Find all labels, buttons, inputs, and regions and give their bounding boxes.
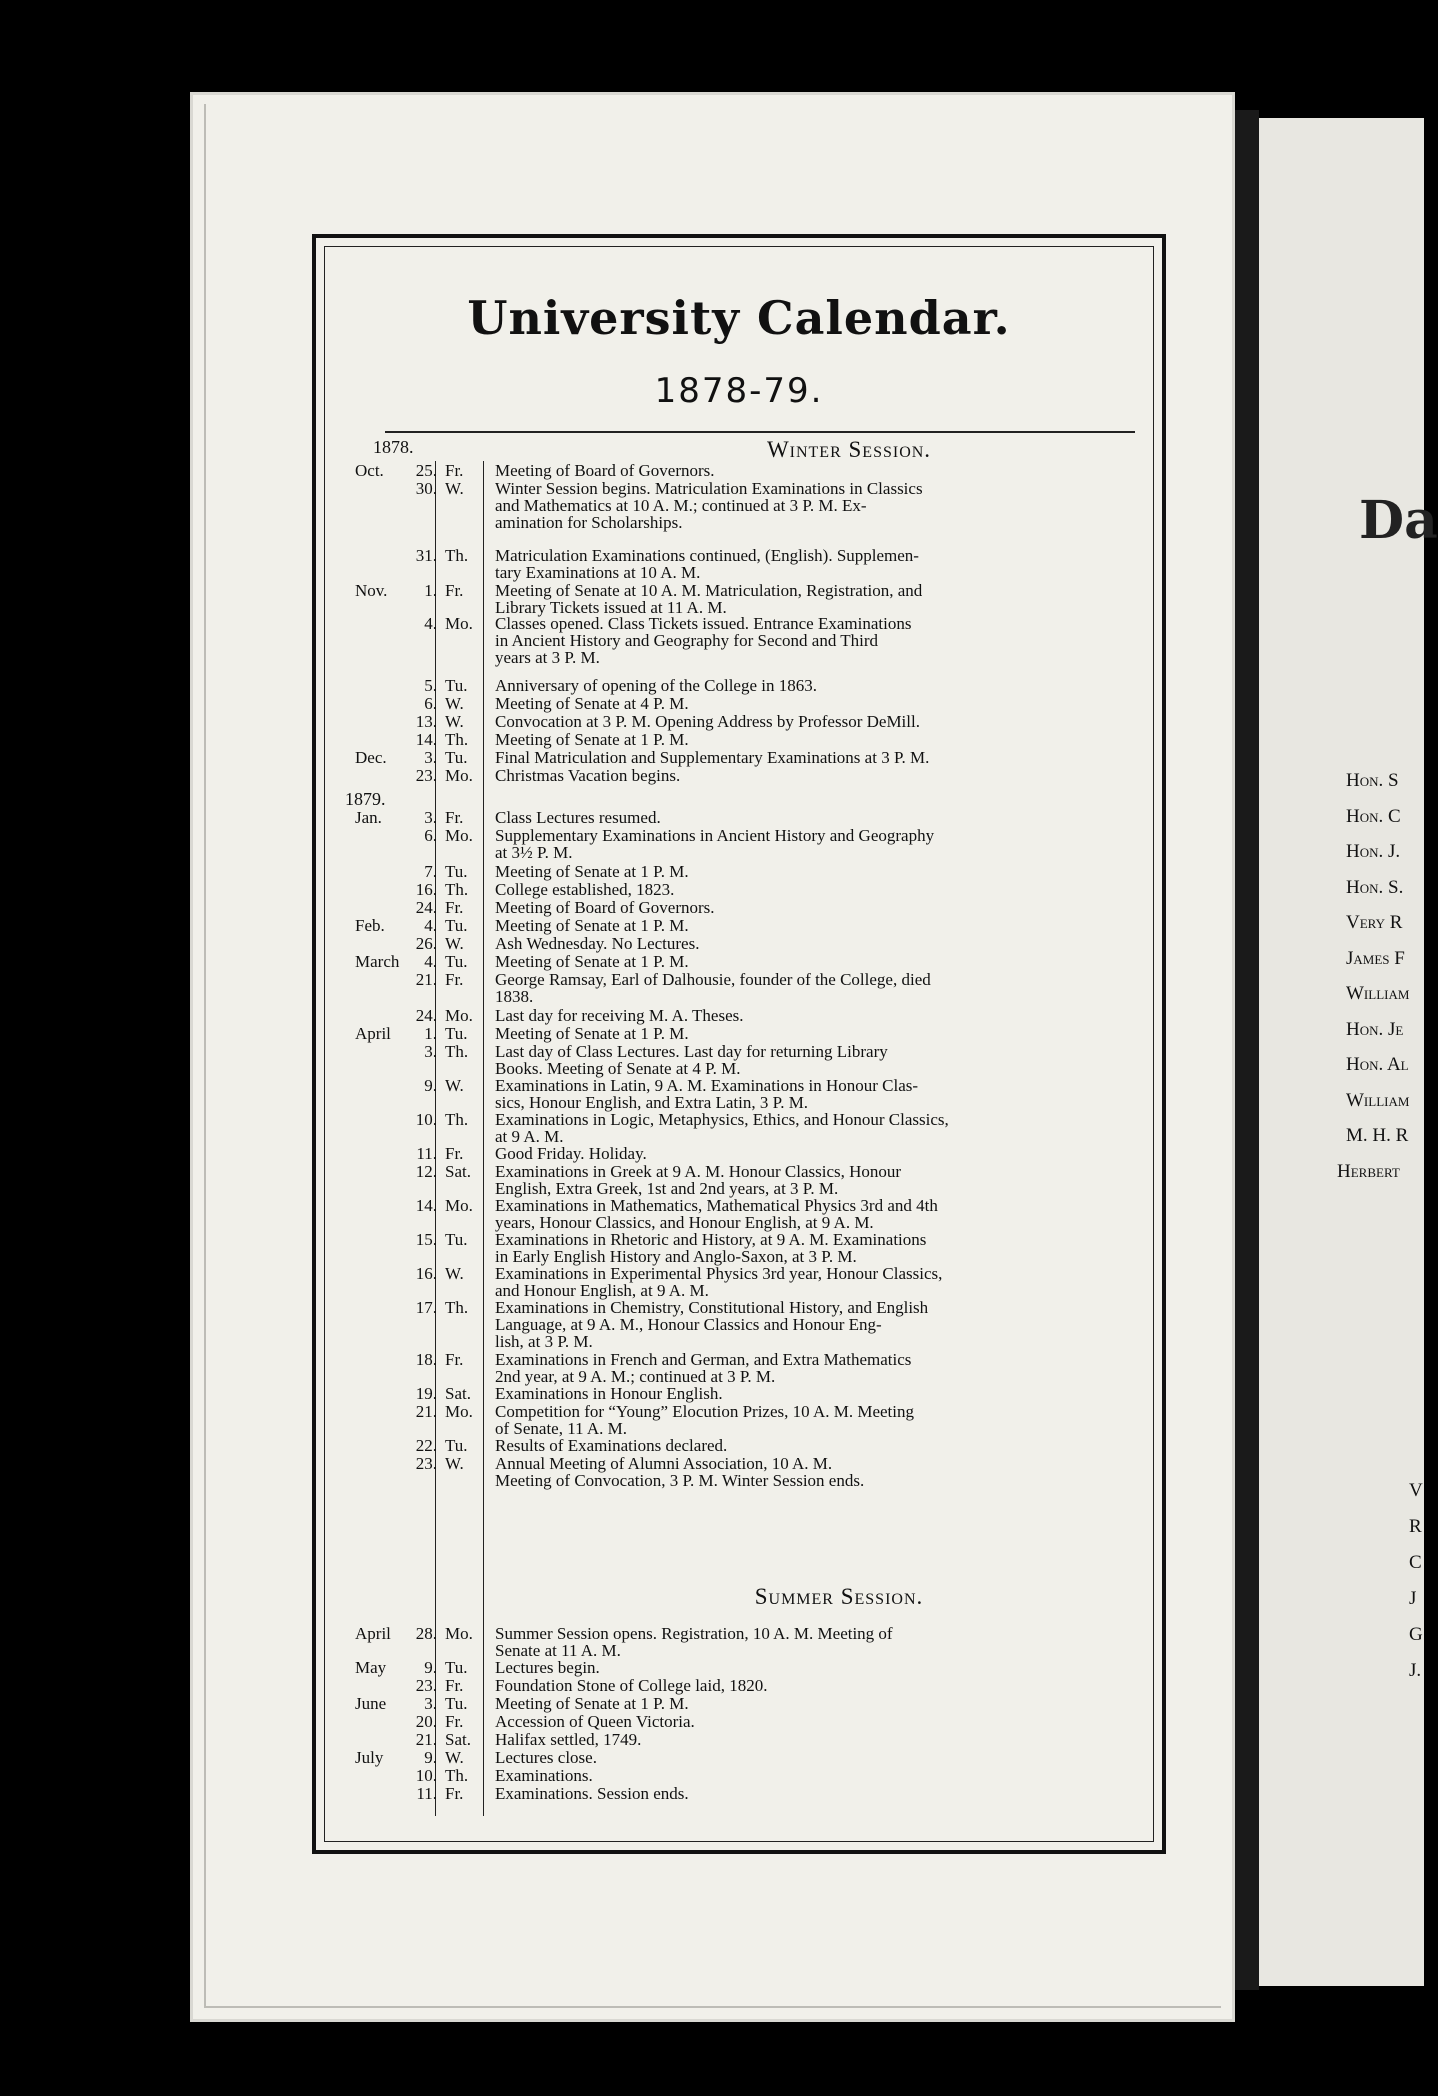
entry-text: Meeting of Senate at 1 P. M.: [495, 1024, 689, 1043]
entry-weekday: Tu.: [445, 1024, 468, 1043]
entry-weekday: Tu.: [445, 676, 468, 695]
entry-weekday: Fr.: [445, 1676, 464, 1695]
entry-day: 4.: [424, 952, 437, 971]
entry-weekday: Mo.: [445, 1402, 473, 1421]
entry-text: Last day for receiving M. A. Theses.: [495, 1006, 744, 1025]
entry-day: 12.: [415, 1162, 437, 1181]
calendar-title: University Calendar.: [467, 291, 1011, 345]
calendar-years: 1878-79.: [654, 371, 824, 411]
book-gutter: [1235, 110, 1259, 1990]
entry-weekday: Tu.: [445, 916, 468, 935]
entry-text: Supplementary Examinations in Ancient History and Geography at 3½ P. M.: [495, 826, 935, 862]
facing-page-initial: G: [1409, 1624, 1423, 1645]
year-label-1879: 1879.: [345, 789, 386, 809]
calendar-entry: [325, 581, 1153, 617]
calendar-entry: [325, 1785, 1153, 1805]
entry-text: Examinations in French and German, and Extra Mathematics 2nd year, at 9 A. M.; continued at 3 P. M.: [495, 1350, 912, 1386]
facing-page-initial: R: [1409, 1516, 1422, 1537]
entry-day: 14.: [415, 730, 437, 749]
entry-month: April: [355, 1624, 391, 1643]
entry-text: Good Friday. Holiday.: [495, 1144, 647, 1163]
entry-day: 3.: [424, 808, 437, 827]
entry-text: Class Lectures resumed.: [495, 808, 661, 827]
entry-text: Lectures begin.: [495, 1658, 600, 1677]
entry-month: Nov.: [355, 581, 388, 600]
entry-text: Meeting of Senate at 4 P. M.: [495, 694, 689, 713]
calendar-inner-frame: [324, 246, 1154, 1842]
entry-text: Meeting of Senate at 10 A. M. Matriculation, Registration, and Library Tickets issued at 11 A. M.: [495, 581, 923, 617]
facing-page-name: William: [1346, 983, 1410, 1004]
entry-text: Examinations in Honour English.: [495, 1384, 723, 1403]
calendar-entry: [325, 970, 1153, 1006]
calendar-frame: [312, 234, 1166, 1854]
entry-text: Ash Wednesday. No Lectures.: [495, 934, 700, 953]
entry-text: Meeting of Senate at 1 P. M.: [495, 1694, 689, 1713]
calendar-entry: [325, 1402, 1153, 1438]
entry-day: 18.: [415, 1350, 437, 1369]
entry-day: 14.: [415, 1196, 437, 1215]
entry-weekday: Fr.: [445, 970, 464, 989]
entry-weekday: Tu.: [445, 952, 468, 971]
entry-weekday: W.: [445, 479, 464, 498]
entry-text: Examinations in Chemistry, Constitutional History, and English Language, at 9 A. M., Honour Classics and Honour Eng- lish, at 3 P. M.: [495, 1298, 929, 1351]
entry-weekday: Tu.: [445, 862, 468, 881]
entry-weekday: W.: [445, 1748, 464, 1767]
summer-session-heading: Summer Session.: [754, 1584, 924, 1609]
facing-page-name: Hon. C: [1346, 805, 1401, 827]
entry-text: Meeting of Senate at 1 P. M.: [495, 916, 689, 935]
entry-month: July: [355, 1748, 384, 1767]
entry-weekday: Th.: [445, 1298, 469, 1317]
facing-page-name: Hon. S: [1346, 770, 1399, 791]
entry-text: Meeting of Senate at 1 P. M.: [495, 952, 689, 971]
entry-weekday: Th.: [445, 730, 469, 749]
entry-day: 31.: [415, 546, 437, 565]
entry-day: 3.: [424, 1042, 437, 1061]
entry-text: Examinations in Experimental Physics 3rd year, Honour Classics, and Honour English, at 9 A. M.: [495, 1264, 943, 1300]
entry-weekday: Fr.: [445, 1144, 464, 1163]
entry-weekday: Mo.: [445, 1006, 473, 1025]
calendar-entry: [325, 1110, 1153, 1146]
calendar-entry: [325, 479, 1153, 532]
entry-text: Competition for “Young” Elocution Prizes, 10 A. M. Meeting of Senate, 11 A. M.: [495, 1402, 914, 1438]
entry-text: Examinations in Latin, 9 A. M. Examinations in Honour Clas- sics, Honour English, and Extra Latin, 3 P. M.: [495, 1076, 919, 1112]
entry-text: Anniversary of opening of the College in 1863.: [495, 676, 817, 695]
title-rule: [385, 431, 1135, 433]
facing-page-initial: V: [1409, 1480, 1423, 1501]
entry-day: 21.: [415, 1730, 437, 1749]
facing-page-name: Hon. Je: [1346, 1018, 1404, 1040]
entry-day: 28.: [415, 1624, 437, 1643]
calendar-entry: [325, 1624, 1153, 1660]
entry-text: Classes opened. Class Tickets issued. Entrance Examinations in Ancient History and Geography for Second and Third years at 3 P. M.: [495, 614, 912, 667]
entry-text: Convocation at 3 P. M. Opening Address by Professor DeMill.: [495, 712, 920, 731]
facing-page-initial: J: [1409, 1588, 1417, 1609]
entry-month: Dec.: [355, 748, 387, 767]
entry-month: Jan.: [355, 808, 382, 827]
entry-day: 20.: [415, 1712, 437, 1731]
entry-day: 7.: [424, 862, 437, 881]
entry-day: 25.: [415, 461, 437, 480]
entry-day: 10.: [415, 1766, 437, 1785]
entry-text: Christmas Vacation begins.: [495, 766, 681, 785]
calendar-entry: [325, 614, 1153, 667]
entry-weekday: Fr.: [445, 461, 464, 480]
calendar-entry: [325, 1454, 1153, 1490]
entry-day: 11.: [416, 1144, 437, 1163]
facing-page-name: Hon. Al: [1346, 1054, 1409, 1075]
entry-weekday: Mo.: [445, 614, 473, 633]
entry-text: Foundation Stone of College laid, 1820.: [495, 1676, 768, 1695]
entry-month: Feb.: [355, 916, 385, 935]
entry-weekday: Th.: [445, 546, 469, 565]
entry-weekday: Fr.: [445, 808, 464, 827]
calendar-entry: [325, 546, 1153, 582]
day-column-rule: [435, 461, 436, 1816]
entry-day: 13.: [415, 712, 437, 731]
facing-page-heading: Da: [1359, 490, 1438, 551]
entry-month: Oct.: [355, 461, 384, 480]
entry-text: Meeting of Board of Governors.: [495, 898, 715, 917]
entry-day: 23.: [415, 1454, 437, 1473]
facing-page-name: James F: [1346, 947, 1405, 969]
entry-weekday: Fr.: [445, 1784, 464, 1803]
entry-weekday: Mo.: [445, 766, 473, 785]
facing-page-name: Very R: [1346, 912, 1403, 933]
facing-page-initial: C: [1409, 1552, 1422, 1573]
entry-text: George Ramsay, Earl of Dalhousie, founder of the College, died 1838.: [495, 970, 931, 1006]
facing-page-name: Hon. S.: [1346, 876, 1404, 898]
entry-weekday: Mo.: [445, 1196, 473, 1215]
entry-day: 4.: [424, 614, 437, 633]
entry-month: June: [355, 1694, 387, 1713]
entry-day: 21.: [415, 1402, 437, 1421]
entry-weekday: Fr.: [445, 1350, 464, 1369]
entry-text: Summer Session opens. Registration, 10 A. M. Meeting of Senate at 11 A. M.: [495, 1624, 893, 1660]
calendar-entry: [325, 1042, 1153, 1078]
entry-weekday: Tu.: [445, 748, 468, 767]
entry-text: Matriculation Examinations continued, (English). Supplemen- tary Examinations at 10 A. M.: [495, 546, 919, 582]
calendar-entry: [325, 1162, 1153, 1198]
entry-weekday: Th.: [445, 1042, 469, 1061]
entry-text: Examinations. Session ends.: [495, 1784, 689, 1803]
calendar-entry: [325, 1230, 1153, 1266]
calendar-entry: [325, 1264, 1153, 1300]
entry-weekday: Tu.: [445, 1230, 468, 1249]
entry-month: May: [355, 1658, 387, 1677]
weekday-column-rule: [483, 461, 484, 1816]
entry-text: Meeting of Senate at 1 P. M.: [495, 862, 689, 881]
entry-day: 6.: [424, 826, 437, 845]
entry-weekday: Sat.: [445, 1730, 471, 1749]
entry-weekday: W.: [445, 712, 464, 731]
entry-text: Halifax settled, 1749.: [495, 1730, 642, 1749]
entry-day: 30.: [415, 479, 437, 498]
entry-weekday: Sat.: [445, 1384, 471, 1403]
entry-day: 3.: [424, 1694, 437, 1713]
entry-weekday: Tu.: [445, 1694, 468, 1713]
entry-month: April: [355, 1024, 391, 1043]
entry-day: 23.: [415, 766, 437, 785]
entry-weekday: Sat.: [445, 1162, 471, 1181]
entry-text: Meeting of Senate at 1 P. M.: [495, 730, 689, 749]
year-label-1878: 1878.: [373, 437, 414, 457]
entry-text: College established, 1823.: [495, 880, 675, 899]
entry-weekday: Mo.: [445, 1624, 473, 1643]
entry-text: Winter Session begins. Matriculation Examinations in Classics and Mathematics at 10 A. M.; continued at 3 P. M. Ex- amination for Scholarships.: [495, 479, 923, 532]
calendar-entry: [325, 1196, 1153, 1232]
calendar-entry: [325, 767, 1153, 787]
facing-page-initial: J.: [1409, 1660, 1422, 1681]
entry-text: Examinations in Rhetoric and History, at 9 A. M. Examinations in Early English History and Anglo-Saxon, at 3 P. M.: [495, 1230, 927, 1266]
calendar-entry: [325, 1076, 1153, 1112]
entry-day: 9.: [424, 1658, 437, 1677]
entry-day: 16.: [415, 880, 437, 899]
entry-weekday: Th.: [445, 1766, 469, 1785]
entry-text: Final Matriculation and Supplementary Examinations at 3 P. M.: [495, 748, 930, 767]
entry-weekday: Tu.: [445, 1436, 468, 1455]
entry-day: 11.: [416, 1784, 437, 1803]
calendar-entry: [325, 1298, 1153, 1351]
entry-weekday: Tu.: [445, 1658, 468, 1677]
entry-day: 4.: [424, 916, 437, 935]
calendar-entry: [325, 826, 1153, 862]
facing-page-name: M. H. R: [1346, 1125, 1409, 1146]
entry-month: March: [355, 952, 400, 971]
entry-day: 24.: [415, 898, 437, 917]
entry-weekday: Th.: [445, 1110, 469, 1129]
entry-text: Examinations.: [495, 1766, 593, 1785]
entry-text: Results of Examinations declared.: [495, 1436, 728, 1455]
entry-text: Examinations in Logic, Metaphysics, Ethics, and Honour Classics, at 9 A. M.: [495, 1110, 949, 1146]
entry-weekday: W.: [445, 934, 464, 953]
entry-text: Examinations in Greek at 9 A. M. Honour Classics, Honour English, Extra Greek, 1st and 2nd years, at 3 P. M.: [495, 1162, 902, 1198]
entry-weekday: W.: [445, 694, 464, 713]
entry-weekday: W.: [445, 1454, 464, 1473]
entry-day: 15.: [415, 1230, 437, 1249]
entry-day: 19.: [415, 1384, 437, 1403]
facing-page-name: Hon. J.: [1346, 841, 1401, 862]
facing-page: [1259, 118, 1438, 1986]
entry-day: 6.: [424, 694, 437, 713]
entry-weekday: W.: [445, 1076, 464, 1095]
entry-day: 5.: [424, 676, 437, 695]
entry-day: 3.: [424, 748, 437, 767]
entry-weekday: Fr.: [445, 898, 464, 917]
entry-day: 9.: [424, 1076, 437, 1095]
calendar-entry: [325, 1350, 1153, 1386]
entry-day: 9.: [424, 1748, 437, 1767]
entry-day: 17.: [415, 1298, 437, 1317]
entry-day: 23.: [415, 1676, 437, 1695]
entry-weekday: Th.: [445, 880, 469, 899]
entry-day: 1.: [424, 581, 437, 600]
entry-weekday: W.: [445, 1264, 464, 1283]
entry-day: 1.: [424, 1024, 437, 1043]
entry-text: Meeting of Board of Governors.: [495, 461, 715, 480]
entry-day: 21.: [415, 970, 437, 989]
entry-weekday: Fr.: [445, 581, 464, 600]
entry-day: 26.: [415, 934, 437, 953]
entry-day: 24.: [415, 1006, 437, 1025]
entry-weekday: Mo.: [445, 826, 473, 845]
entry-day: 10.: [415, 1110, 437, 1129]
entry-weekday: Fr.: [445, 1712, 464, 1731]
entry-text: Annual Meeting of Alumni Association, 10 A. M. Meeting of Convocation, 3 P. M. Winter Session ends.: [495, 1454, 865, 1490]
entry-text: Lectures close.: [495, 1748, 597, 1767]
entry-day: 22.: [415, 1436, 437, 1455]
facing-page-name: Herbert: [1337, 1160, 1400, 1182]
entry-text: Accession of Queen Victoria.: [495, 1712, 695, 1731]
facing-page-name: William: [1346, 1089, 1410, 1111]
entry-day: 16.: [415, 1264, 437, 1283]
entry-text: Examinations in Mathematics, Mathematical Physics 3rd and 4th years, Honour Classics, and Honour English, at 9 A. M.: [495, 1196, 938, 1232]
entry-text: Last day of Class Lectures. Last day for returning Library Books. Meeting of Senate at 4 P. M.: [495, 1042, 888, 1078]
winter-session-heading: Winter Session.: [766, 437, 932, 462]
